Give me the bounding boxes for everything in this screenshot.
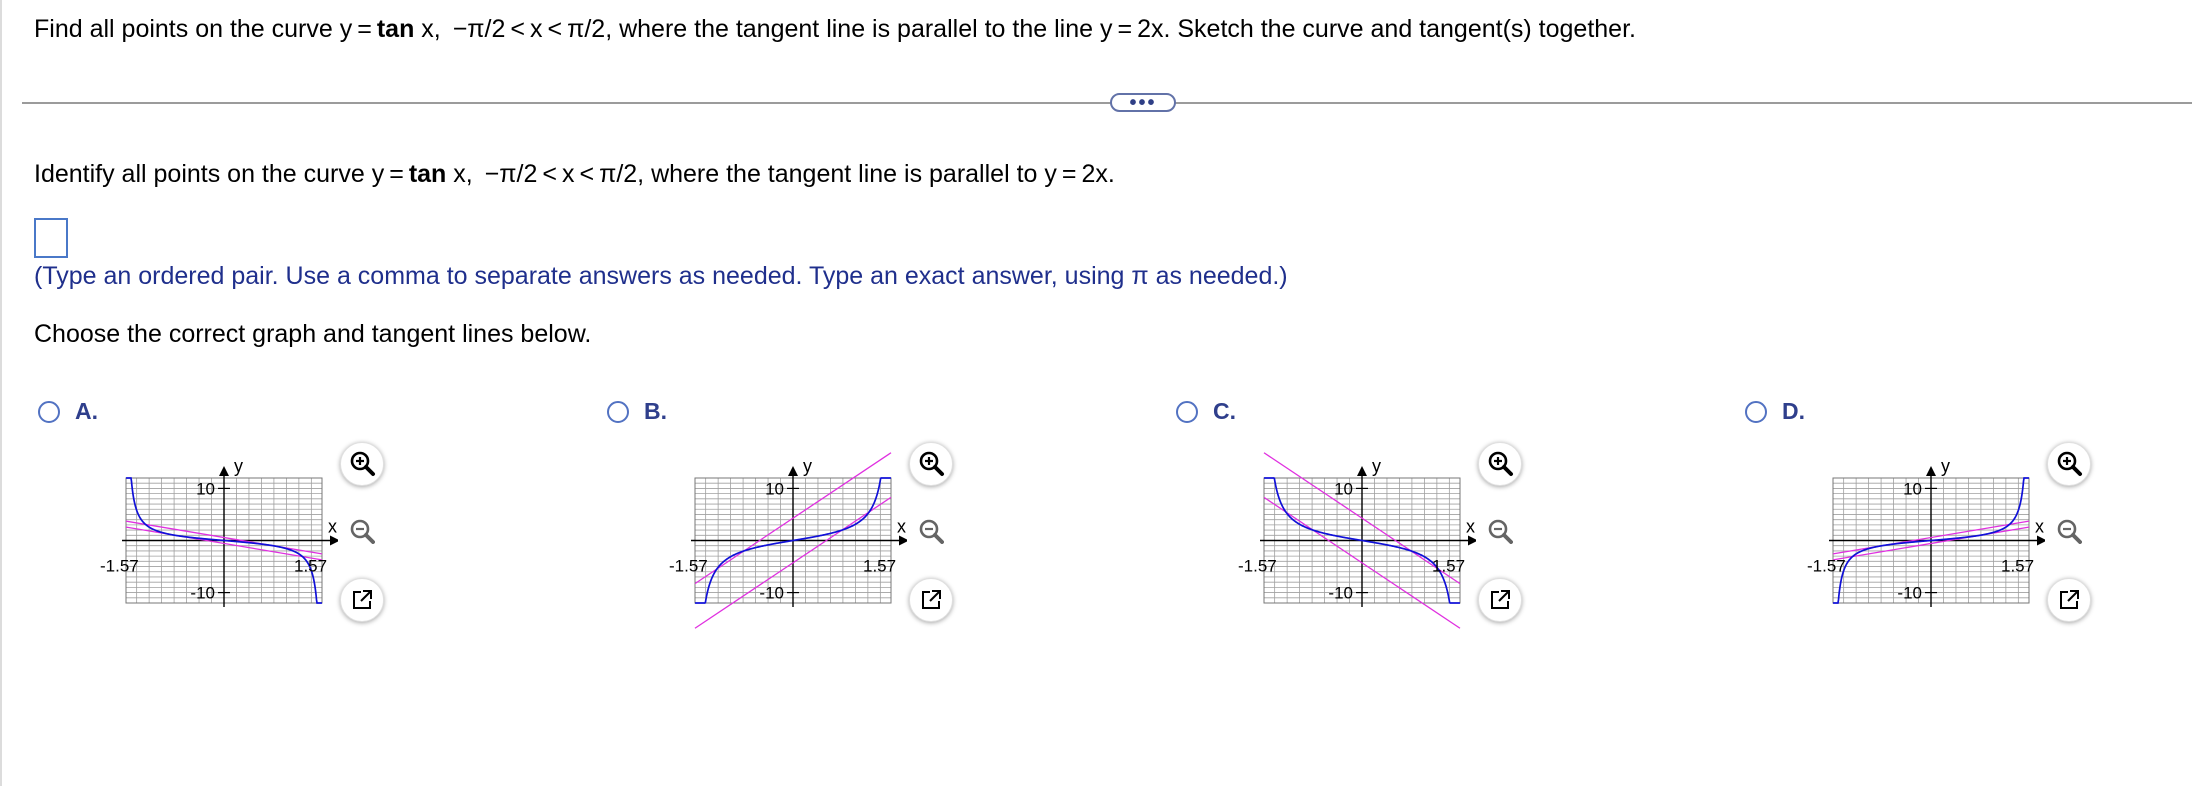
question-domain: x, −π/2 < x < π/2, where the tangent line is parallel to the line y = 2x. Sketch the curve and tangent(s) together.: [421, 15, 1636, 43]
y-axis-label: y: [803, 456, 812, 476]
option-d-radio[interactable]: [1745, 401, 1767, 423]
option-b-radio[interactable]: [607, 401, 629, 423]
option-d[interactable]: [1745, 398, 2192, 638]
zoom-out-icon: [2055, 518, 2083, 546]
x-max-label: 1.57: [863, 556, 897, 576]
identify-domain: x, −π/2 < x < π/2, where the tangent line is parallel to y = 2x.: [453, 160, 1115, 188]
left-border: [0, 0, 2, 786]
x-axis-label: x: [897, 516, 906, 537]
y-max-label: 10: [765, 479, 784, 499]
y-axis-label: y: [1372, 456, 1381, 476]
popout-icon: [349, 587, 375, 613]
option-d-label: D.: [1782, 398, 1805, 424]
y-min-label: -10: [1897, 583, 1922, 603]
x-axis-arrow: [1468, 536, 1476, 546]
popout-icon: [1487, 587, 1513, 613]
y-axis-label: y: [234, 456, 243, 476]
option-b[interactable]: [607, 398, 1167, 638]
zoom-out-icon: [917, 518, 945, 546]
option-a-label: A.: [75, 398, 98, 424]
option-c-radio[interactable]: [1176, 401, 1198, 423]
option-b-zoom-out-button[interactable]: [909, 510, 953, 554]
x-max-label: 1.57: [1432, 556, 1466, 576]
x-axis-label: x: [2035, 516, 2044, 537]
choose-instruction: Choose the correct graph and tangent lines below.: [34, 320, 592, 348]
x-axis-arrow: [330, 536, 338, 546]
y-axis-arrow: [788, 466, 798, 476]
answer-hint: (Type an ordered pair. Use a comma to separate answers as needed. Type an exact answer, using π as needed.): [34, 262, 1288, 290]
zoom-in-icon: [917, 450, 945, 478]
y-axis-label: y: [1941, 456, 1950, 476]
x-max-label: 1.57: [2001, 556, 2035, 576]
question-func: tan: [376, 15, 415, 43]
x-min-label: -1.57: [669, 556, 708, 576]
x-max-label: 1.57: [294, 556, 328, 576]
y-max-label: 10: [1334, 479, 1353, 499]
zoom-in-icon: [348, 450, 376, 478]
option-d-zoom-out-button[interactable]: [2047, 510, 2091, 554]
y-min-label: -10: [1328, 583, 1353, 603]
zoom-in-icon: [1486, 450, 1514, 478]
option-a-popout-button[interactable]: [340, 578, 384, 622]
x-min-label: -1.57: [1807, 556, 1846, 576]
identify-func: tan: [408, 160, 447, 188]
answer-input[interactable]: [34, 218, 68, 258]
option-c-popout-button[interactable]: [1478, 578, 1522, 622]
y-axis-arrow: [1357, 466, 1367, 476]
zoom-out-icon: [348, 518, 376, 546]
option-b-popout-button[interactable]: [909, 578, 953, 622]
x-axis-arrow: [899, 536, 907, 546]
y-axis-arrow: [219, 466, 229, 476]
option-a-graph: [58, 438, 338, 638]
option-c-graph: [1196, 438, 1476, 638]
option-b-label: B.: [644, 398, 667, 424]
option-a[interactable]: [38, 398, 598, 638]
option-d-graph: [1765, 438, 2045, 638]
x-axis-label: x: [328, 516, 337, 537]
y-max-label: 10: [196, 479, 215, 499]
option-b-zoom-in-button[interactable]: [909, 442, 953, 486]
option-a-radio[interactable]: [38, 401, 60, 423]
y-min-label: -10: [759, 583, 784, 603]
option-d-popout-button[interactable]: [2047, 578, 2091, 622]
x-min-label: -1.57: [100, 556, 139, 576]
identify-intro: Identify all points on the curve y =: [34, 160, 409, 188]
x-axis-label: x: [1466, 516, 1475, 537]
zoom-out-icon: [1486, 518, 1514, 546]
option-c-label: C.: [1213, 398, 1236, 424]
option-c[interactable]: [1176, 398, 1736, 638]
option-b-graph: [627, 438, 907, 638]
more-button[interactable]: •••: [1110, 93, 1176, 112]
popout-icon: [918, 587, 944, 613]
divider: [22, 102, 2192, 104]
option-c-zoom-in-button[interactable]: [1478, 442, 1522, 486]
y-axis-arrow: [1926, 466, 1936, 476]
x-min-label: -1.57: [1238, 556, 1277, 576]
identify-text: [34, 160, 1115, 189]
zoom-in-icon: [2055, 450, 2083, 478]
option-a-zoom-in-button[interactable]: [340, 442, 384, 486]
option-c-zoom-out-button[interactable]: [1478, 510, 1522, 554]
y-max-label: 10: [1903, 479, 1922, 499]
option-d-zoom-in-button[interactable]: [2047, 442, 2091, 486]
question-text: [34, 14, 1636, 44]
y-min-label: -10: [190, 583, 215, 603]
option-a-zoom-out-button[interactable]: [340, 510, 384, 554]
popout-icon: [2056, 587, 2082, 613]
x-axis-arrow: [2037, 536, 2045, 546]
question-intro: Find all points on the curve y =: [34, 15, 377, 43]
